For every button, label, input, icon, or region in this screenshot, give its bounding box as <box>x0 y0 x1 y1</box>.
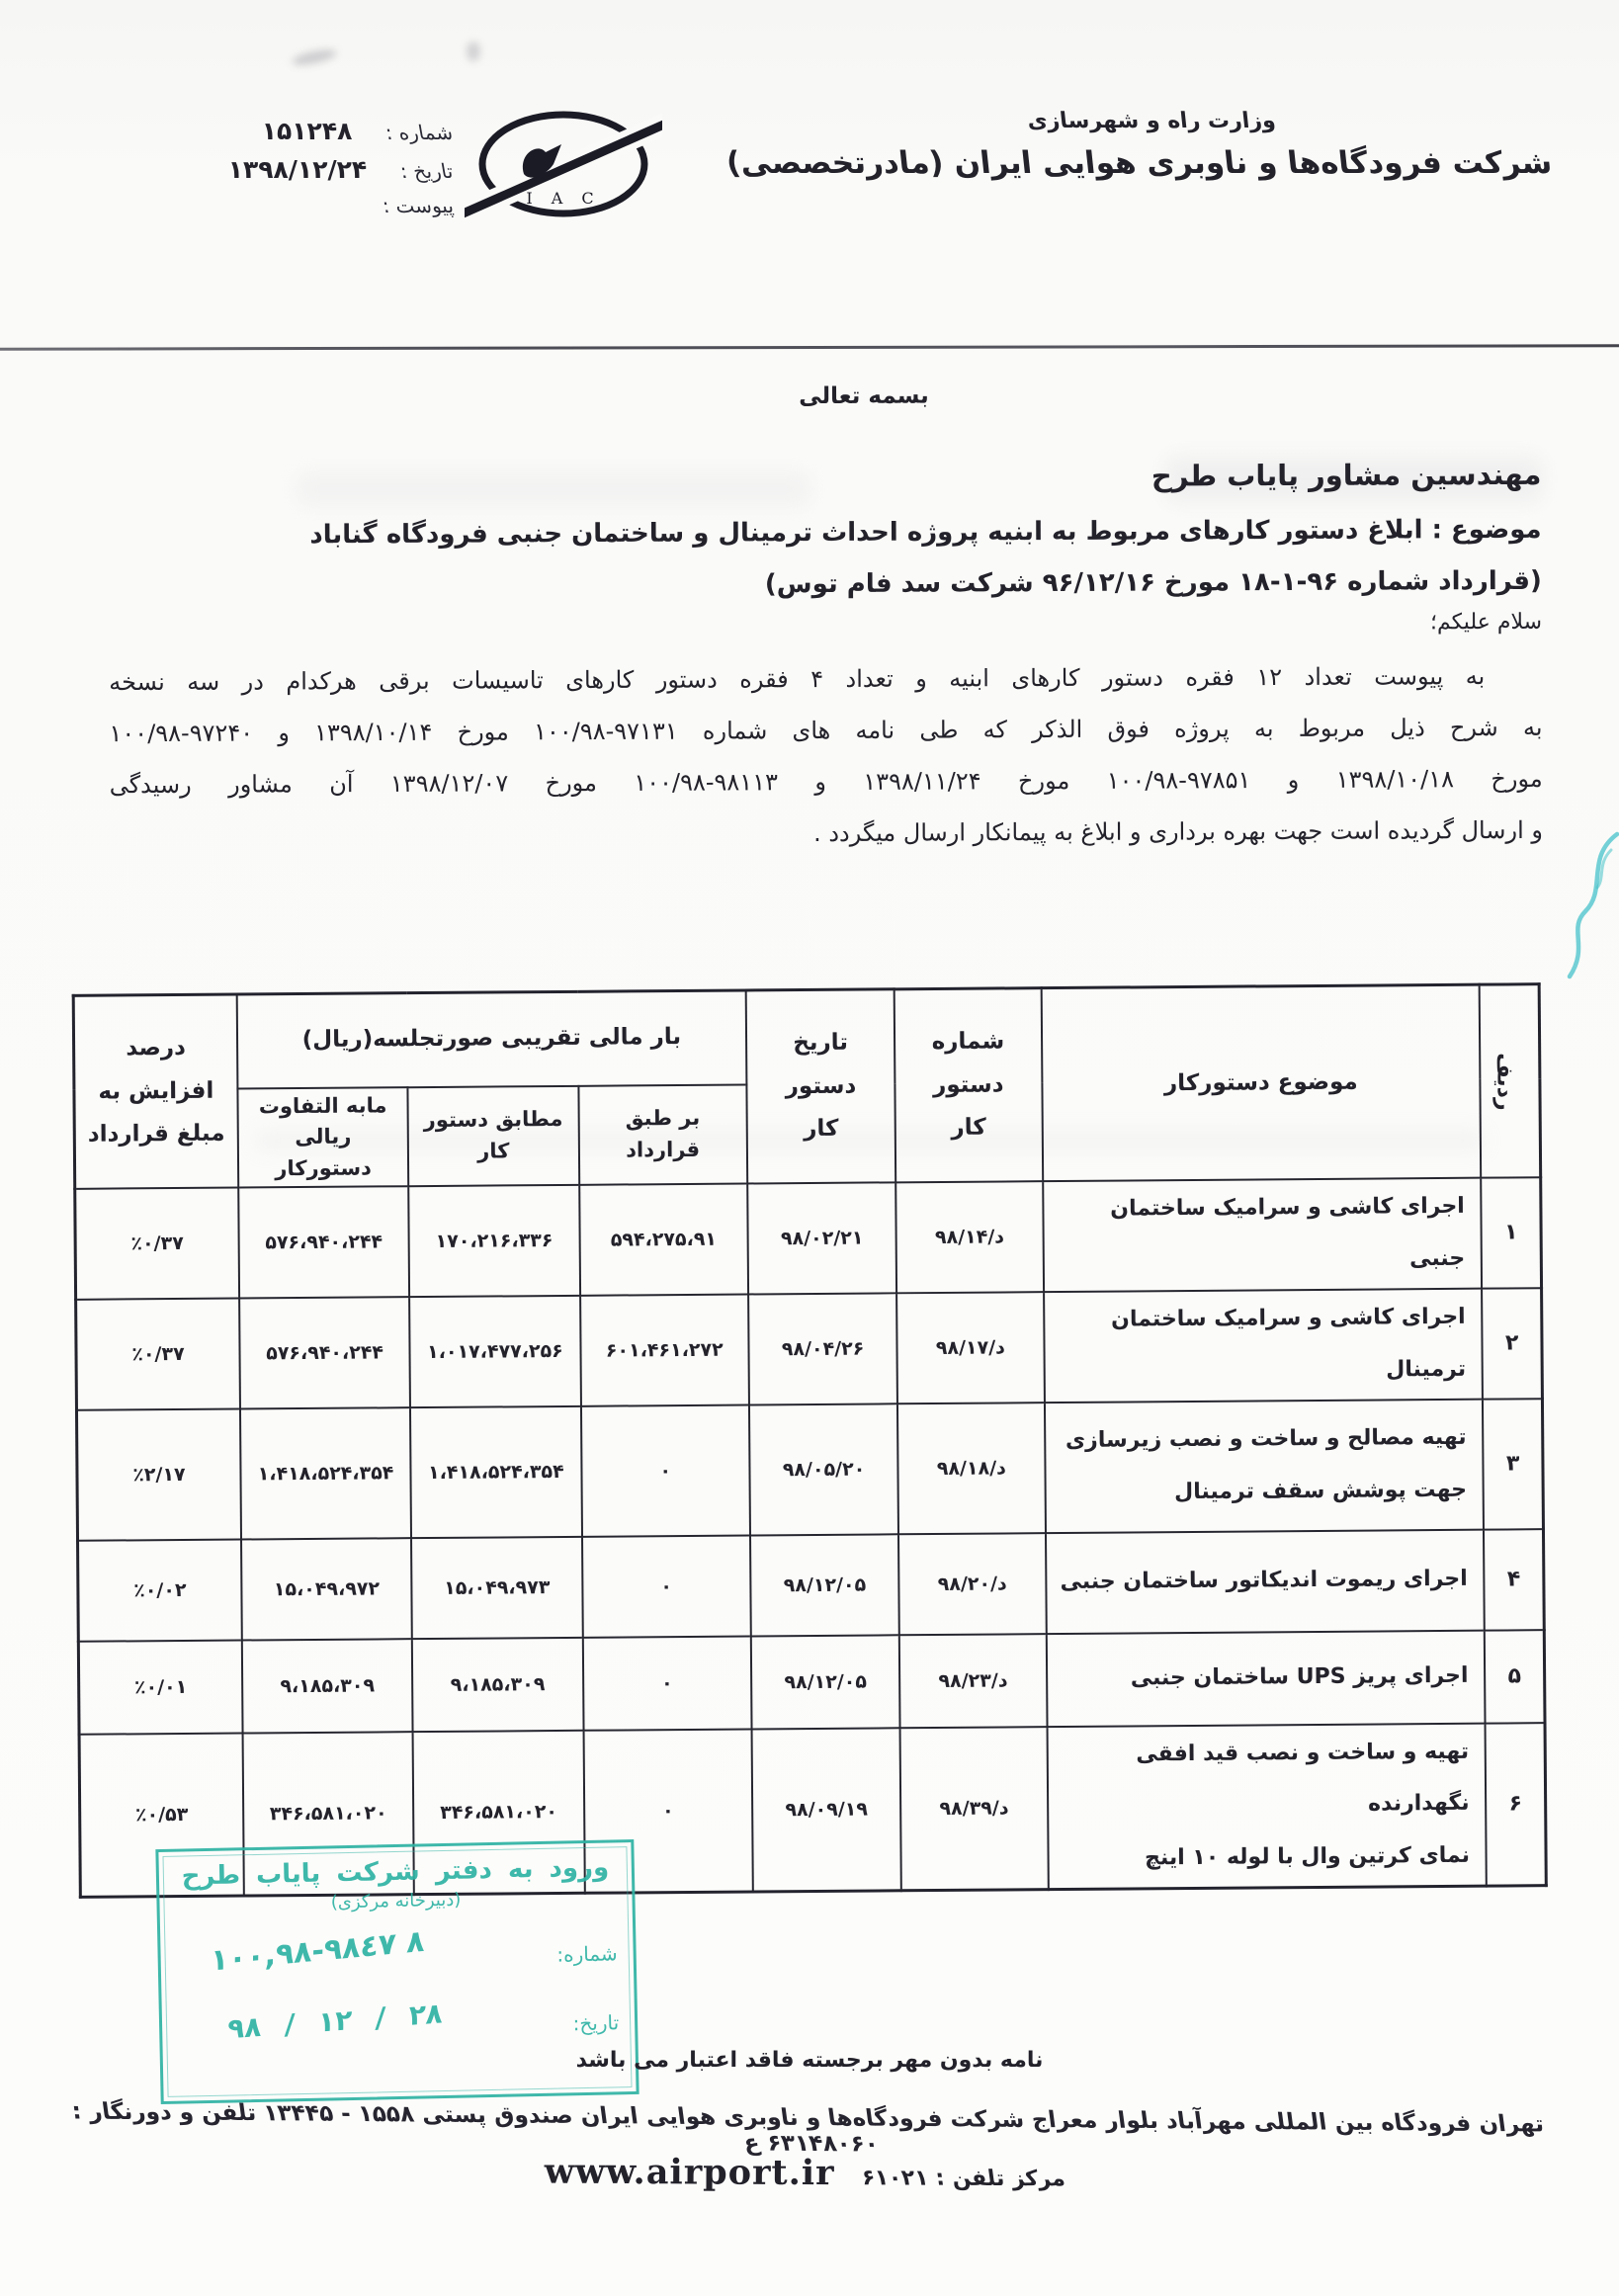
footer-contact <box>0 2149 1619 2198</box>
row-date: ۹۸/۰۹/۱۹ <box>751 1728 901 1892</box>
row-date: ۹۸/۰۵/۲۰ <box>749 1403 898 1535</box>
row-order-no: ۹۸/د/۱۷ <box>896 1292 1044 1403</box>
row-date: ۹۸/۱۲/۰۵ <box>751 1635 900 1729</box>
meta-attachment-row <box>156 194 456 217</box>
row-per-contract: ۶۰۱،۴۶۱،۲۷۲ <box>580 1294 749 1405</box>
stamp-subtitle: (دبیرخانه مرکزی) <box>330 1889 462 1913</box>
scan-smudge <box>467 42 480 61</box>
work-orders-table <box>72 982 1548 1871</box>
header-percent: درصد افزایش به مبلغ قرارداد <box>73 994 238 1189</box>
footer-address: تهران فرودگاه بین المللی مهرآباد بلوار معراج شرکت فرودگاه‌ها و ناوبری هوایی ایران صندوق پستی ‭۱۳۴۴۵ - ۱۵۵۸‬ تلفن و دورنگار : ۶۳۱۴۸۰۶۰ ع <box>70 2098 1546 2158</box>
header-divider <box>0 344 1619 350</box>
table-row <box>78 1630 1545 1735</box>
row-order-no: ۹۸/د/۱۸ <box>897 1403 1045 1534</box>
table-row <box>78 1529 1545 1642</box>
row-no: ۳ <box>1483 1399 1543 1529</box>
stamp-date-value: ۹۸ / ۱۲ / ۲۸ <box>226 1997 444 2046</box>
contract-line: (قرارداد شماره ‭۱۸-۱-۹۶‬ مورخ ۹۶/۱۲/۱۶ شرکت سد فام توس) <box>764 565 1542 600</box>
row-date: ۹۸/۰۴/۲۶ <box>748 1293 897 1404</box>
row-pct: ٪۰/۰۲ <box>78 1539 242 1641</box>
ministry-name: وزارت راه و شهرسازی <box>1026 109 1277 133</box>
header-money-group: بار مالی تقریبی صورتجلسه(ریال) <box>237 990 747 1088</box>
besmeleh: بسمه تعالی <box>799 383 929 410</box>
number-label: شماره : <box>383 121 456 144</box>
table-row <box>76 1288 1543 1410</box>
header-radif: ردیف <box>1480 984 1541 1178</box>
row-per-contract: ۰ <box>583 1729 753 1893</box>
row-subject: اجرای کاشی و سرامیک ساختمان جنبی <box>1043 1178 1483 1292</box>
row-diff: ۵۷۶،۹۴۰،۲۴۴ <box>239 1297 410 1408</box>
row-no: ۵ <box>1485 1630 1545 1723</box>
phone-center: مرکز تلفن : ۶۱۰۲۱ <box>859 2166 1066 2192</box>
meta-number-row <box>156 117 456 145</box>
header-per-contract: بر طبق قرارداد <box>578 1084 747 1185</box>
row-per-contract: ۵۹۴،۲۷۵،۹۱ <box>579 1183 748 1295</box>
stamp-title: ورود به دفتر شرکت پایاب طرح <box>181 1852 610 1892</box>
salutation: سلام علیکم؛ <box>1429 609 1543 636</box>
attachment-label: پیوست : <box>380 194 456 217</box>
row-diff: ۵۷۶،۹۴۰،۲۴۴ <box>238 1186 409 1298</box>
body-paragraph <box>109 650 1543 862</box>
letter-meta <box>156 117 456 227</box>
stamp-date-label: تاریخ: <box>572 2010 620 2036</box>
body-line: مورخ ۱۳۹۸/۱۰/۱۸ و ‭۱۰۰/۹۸-۹۷۸۵۱‬ مورخ ۱۳۹۸/۱۱/۲۴ و ‭۱۰۰/۹۸-۹۸۱۱۳‬ مورخ ۱۳۹۸/۱۲/۰۷ آن مشاور رسیدگی <box>109 764 1543 800</box>
subject-line: موضوع : ابلاغ دستور کارهای مربوط به ابنیه پروژه احداث ترمینال و ساختمان جنبی فرودگاه گناباد <box>309 514 1542 551</box>
date-label: تاریخ : <box>397 159 456 183</box>
row-diff: ۳۴۶،۵۸۱،۰۲۰ <box>242 1732 414 1896</box>
row-subject: تهیه مصالح و ساخت و نصب زیرسازی جهت پوشش سقف ترمینال <box>1044 1399 1484 1532</box>
row-per-contract: ۰ <box>582 1636 751 1730</box>
date-value: ۱۳۹۸/۱۲/۲۴ <box>227 155 368 184</box>
row-diff: ۱۵،۰۴۹،۹۷۲ <box>241 1538 412 1640</box>
row-date: ۹۸/۱۲/۰۵ <box>750 1534 899 1636</box>
header-order-no: شماره دستور کار <box>895 988 1043 1183</box>
row-order-no: ۹۸/د/۱۴ <box>895 1181 1043 1293</box>
row-subject: اجرای ریموت اندیکاتور ساختمان جنبی <box>1045 1529 1485 1633</box>
header-per-order: مطابق دستور کار <box>408 1085 579 1186</box>
row-order-no: ۹۸/د/۲۰ <box>898 1533 1046 1635</box>
row-diff: ۱،۴۱۸،۵۲۴،۳۵۴ <box>240 1407 411 1539</box>
body-line: به شرح ذیل مربوط به پروژه فوق الذکر که طی نامه های شماره ‭۱۰۰/۹۸-۹۷۱۳۱‬ مورخ ۱۳۹۸/۱۰/۱۴ و ‭۱۰۰/۹۸-۹۷۲۴۰‬ <box>109 713 1543 748</box>
row-per-contract: ۰ <box>581 1404 750 1536</box>
header-difference: مابه التفاوت ریالی دستورکار <box>237 1087 408 1188</box>
row-no: ۱ <box>1482 1177 1542 1288</box>
row-pct: ٪۰/۰۱ <box>78 1640 242 1734</box>
row-per-order: ۱۵،۰۴۹،۹۷۳ <box>411 1536 582 1638</box>
row-pct: ٪۰/۳۷ <box>75 1188 239 1300</box>
row-no: ۶ <box>1486 1723 1546 1886</box>
row-pct: ٪۰/۳۷ <box>76 1298 240 1409</box>
iac-logo-icon <box>465 103 662 223</box>
row-pct: ٪۲/۱۷ <box>76 1408 240 1540</box>
row-per-order: ۹،۱۸۵،۳۰۹ <box>412 1637 583 1731</box>
header-order-date: تاریخ دستور کار <box>746 989 896 1184</box>
row-per-contract: ۰ <box>582 1535 751 1637</box>
logo-text: I A C <box>526 189 601 208</box>
row-subject: اجرای پریز UPS ساختمان جنبی <box>1046 1630 1486 1726</box>
stamp-number-value: ۱۰۰,۹۸-۹۸٤۷ ۸ <box>210 1923 425 1979</box>
letter-body <box>108 381 1543 862</box>
validity-note: نامه بدون مهر برجسته فاقد اعتبار می باشد <box>575 2048 1044 2073</box>
number-value: ۱۵۱۲۴۸ <box>261 117 353 145</box>
recipient-title: مهندسین مشاور پایاب طرح <box>1150 457 1542 493</box>
pen-scribble-icon <box>1554 828 1619 996</box>
stamp-number-label: شماره: <box>556 1941 618 1967</box>
row-per-order: ۱۷۰،۲۱۶،۳۳۶ <box>408 1185 579 1297</box>
row-no: ۴ <box>1484 1529 1544 1630</box>
row-subject: تهیه و ساخت و نصب قید افقی نگهدارنده نمای کرتین وال با لوله ۱۰ اینچ <box>1047 1723 1487 1889</box>
row-pct: ٪۰/۵۳ <box>79 1733 244 1897</box>
row-no: ۲ <box>1482 1288 1542 1399</box>
company-name: شرکت فرودگاه‌ها و ناوبری هوایی ایران (مادرتخصصی) <box>724 145 1554 181</box>
row-subject: اجرای کاشی و سرامیک ساختمان ترمینال <box>1044 1288 1484 1402</box>
scan-smudge <box>291 46 337 67</box>
website-url: www.airport.ir <box>544 2151 835 2194</box>
org-header <box>712 109 1552 181</box>
row-date: ۹۸/۰۲/۲۱ <box>747 1182 896 1294</box>
meta-date-row <box>156 155 456 184</box>
row-per-order: ۱،۰۱۷،۴۷۷،۲۵۶ <box>409 1295 580 1406</box>
body-line: و ارسال گردیده است جهت بهره برداری و ابلاغ به پیمانکار ارسال میگردد . <box>812 815 1543 848</box>
row-diff: ۹،۱۸۵،۳۰۹ <box>242 1639 413 1733</box>
row-order-no: ۹۸/د/۲۳ <box>899 1634 1047 1728</box>
body-line: به پیوست تعداد ۱۲ فقره دستور کارهای ابنیه و تعداد ۴ فقره دستور کارهای تاسیسات برقی هرکدام در سه نسخه <box>109 662 1486 697</box>
row-per-order: ۳۴۶،۵۸۱،۰۲۰ <box>413 1730 585 1894</box>
row-per-order: ۱،۴۱۸،۵۲۴،۳۵۴ <box>410 1405 581 1537</box>
row-order-no: ۹۸/د/۳۹ <box>900 1727 1049 1891</box>
table-row <box>75 1177 1542 1299</box>
header-subject: موضوع دستورکار <box>1041 984 1481 1181</box>
table-row <box>76 1399 1543 1541</box>
